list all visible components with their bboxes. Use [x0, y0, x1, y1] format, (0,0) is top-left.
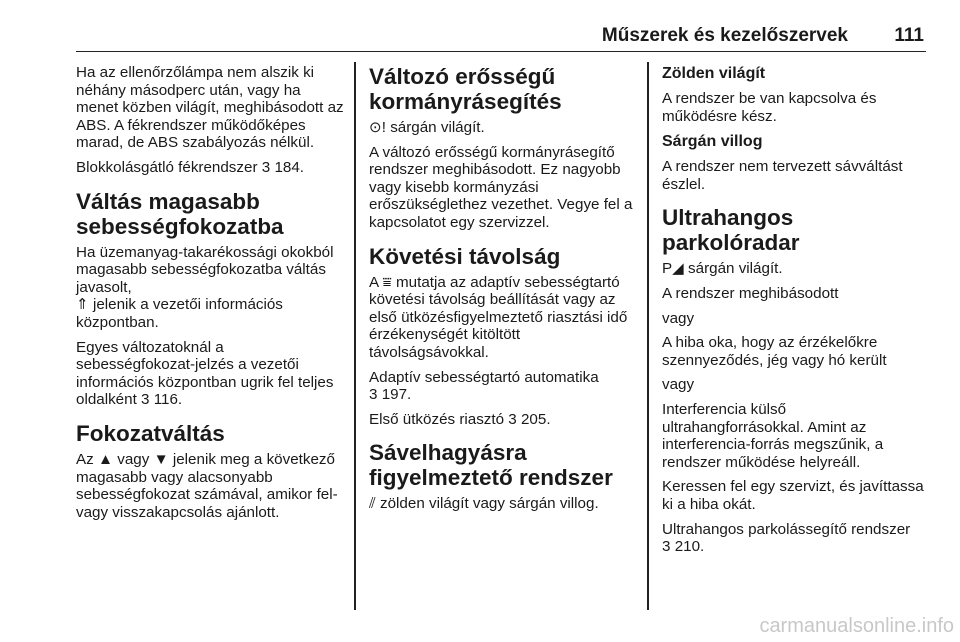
paragraph: A hiba oka, hogy az érzékelőkre szennyeződés, jég vagy hó került [662, 334, 887, 369]
paragraph [369, 369, 635, 404]
paragraph: A rendszer nem tervezett sávváltást észlel. [662, 158, 903, 193]
text: sárgán világít. [688, 260, 783, 278]
page-ref-link[interactable]: 197. [381, 386, 412, 404]
paragraph [76, 159, 344, 177]
paragraph: vagy [662, 309, 695, 327]
paragraph: A rendszer meghibásodott [662, 284, 839, 302]
paragraph [76, 451, 344, 521]
shift-up-icon: ⇑ [76, 296, 89, 314]
page-number: 111 [894, 25, 924, 46]
page-header [76, 0, 926, 52]
section-heading: Fokozatváltás [76, 420, 225, 446]
steering-fault-icon: ⊙! [369, 119, 386, 136]
column-right [662, 64, 928, 563]
sub-heading: Sárgán villog [662, 133, 763, 151]
column-middle [369, 64, 635, 520]
triangle-up-icon: ▲ [97, 450, 114, 468]
text: Egyes változatoknál a sebességfokozat-jelzés a vezetői információs központban ugrik fel teljes oldalként [76, 338, 334, 409]
watermark: carmanualsonline.info [759, 615, 954, 637]
page-ref-link[interactable]: 205. [520, 410, 551, 428]
paragraph [662, 521, 928, 556]
header-title: Műszerek és kezelőszervek [601, 25, 848, 46]
text: zölden világít vagy sárgán villog. [380, 495, 599, 513]
paragraph: vagy [662, 376, 695, 394]
text: Első ütközés riasztó [369, 410, 505, 428]
text: sárgán világít. [390, 119, 485, 136]
text: Az [76, 450, 94, 468]
text: Blokkolásgátló fékrendszer [76, 158, 258, 176]
section-heading: Ultrahangos parkolóradar [662, 205, 800, 256]
text: mutatja az adaptív sebességtartó követési távolság beállítását vagy az első ütközésfigyelmeztető riasztási idő érzékenységét kitöltött távolságsávokkal. [369, 273, 628, 361]
paragraph [369, 274, 635, 362]
text: Adaptív sebességtartó automatika [369, 368, 599, 386]
park-assist-icon: P◢ [662, 260, 684, 278]
page-ref-link[interactable]: 210. [674, 538, 705, 556]
page-ref-arrow-icon: 3 [261, 158, 271, 176]
paragraph [76, 339, 344, 409]
column-divider [354, 62, 356, 610]
paragraph: Ha az ellenőrzőlámpa nem alszik ki néhány másodperc után, vagy ha menet közben világít, meghibásodott az ABS. A fékrendszer működőképes marad, de ABS szabályozás nélkül. [76, 64, 344, 152]
triangle-down-icon: ▼ [153, 450, 169, 468]
text: Ultrahangos parkolássegítő rendszer [662, 520, 911, 538]
section-heading: Követési távolság [369, 243, 561, 269]
page-ref-arrow-icon: 3 [369, 386, 378, 404]
text: Ha üzemanyag-takarékossági okokból magasabb sebességfokozatba váltás javasolt, [76, 243, 334, 296]
column-divider [647, 62, 649, 610]
page-ref-arrow-icon: 3 [662, 538, 671, 556]
paragraph: A változó erősségű kormányrásegítő rendszer meghibásodott. Ez nagyobb vagy kisebb kormányzási erőszükséglethez vezethet. Vegye fel a kapcsolatot egy szervizzel. [369, 143, 633, 231]
sub-heading: Zölden világít [662, 65, 766, 82]
lane-departure-icon: ⫽ [369, 495, 376, 513]
page-ref-arrow-icon: 3 [141, 391, 150, 409]
text: vagy [117, 450, 150, 468]
paragraph [369, 495, 635, 513]
text: jelenik meg a következő magasabb vagy alacsonyabb sebességfokozat számával, amikor fel- vagy visszakapcsolás ajánlott. [76, 450, 338, 521]
section-heading: Sávelhagyásra figyelmeztető rendszer [369, 440, 613, 491]
text: jelenik a vezetői információs központban. [76, 296, 283, 331]
paragraph [662, 260, 928, 278]
page-ref-arrow-icon: 3 [508, 410, 517, 428]
text: A [369, 273, 379, 291]
paragraph: A rendszer be van kapcsolva és működésre kész. [662, 90, 877, 125]
paragraph [369, 411, 635, 429]
section-heading: Változó erősségű kormányrásegítés [369, 64, 562, 114]
column-left [76, 64, 344, 528]
paragraph [76, 244, 344, 332]
follow-distance-icon: ⩸ [382, 273, 392, 291]
paragraph [369, 119, 635, 137]
page-ref-link[interactable]: 184. [274, 158, 304, 176]
paragraph: Interferencia külső ultrahangforrásokkal. Amint az interferencia-forrás megszűnik, a rendszer működése helyreáll. [662, 400, 884, 471]
page-ref-link[interactable]: 116. [153, 391, 183, 409]
paragraph: Keressen fel egy szervizt, és javíttassa ki a hiba okát. [662, 478, 924, 513]
section-heading: Váltás magasabb sebességfokozatba [76, 188, 284, 239]
